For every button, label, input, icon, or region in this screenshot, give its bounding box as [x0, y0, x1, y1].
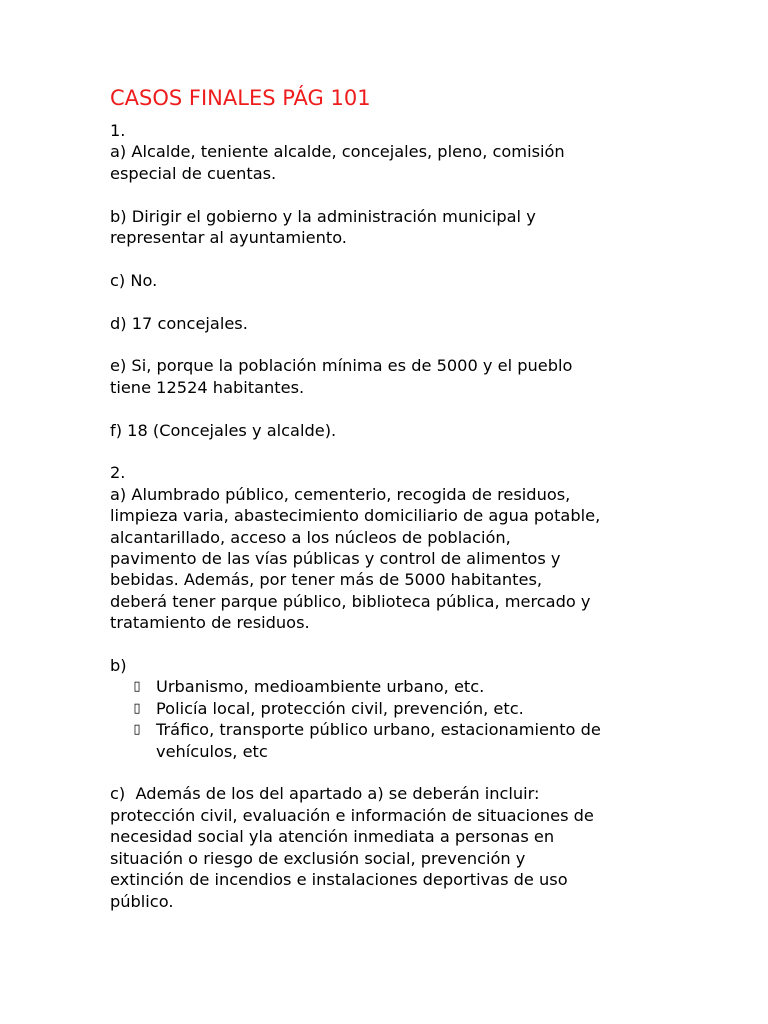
spacer	[110, 762, 670, 783]
answer-line: bebidas. Además, por tener más de 5000 habitantes,	[110, 570, 543, 590]
answer-1d: d) 17 concejales.	[110, 313, 248, 333]
answer-line: b) Dirigir el gobierno y la administración municipal y	[110, 206, 536, 226]
answer-line: deberá tener parque público, biblioteca pública, mercado y	[110, 591, 591, 611]
bullet-box-icon: ▯	[133, 700, 141, 716]
answer-line: especial de cuentas.	[110, 163, 277, 183]
answer-line: público.	[110, 891, 174, 911]
answer-1a	[110, 141, 670, 184]
answer-2c	[110, 783, 670, 911]
list-item	[110, 698, 670, 719]
spacer	[110, 398, 670, 419]
answer-line: e) Si, porque la población mínima es de 5000 y el pueblo	[110, 356, 573, 376]
answer-line: situación o riesgo de exclusión social, prevención y	[110, 848, 526, 868]
list-item-text: Urbanismo, medioambiente urbano, etc.	[156, 677, 485, 697]
spacer	[110, 291, 670, 312]
bullet-list	[110, 676, 670, 762]
answer-line: pavimento de las vías públicas y control de alimentos y	[110, 549, 561, 569]
answer-1c: c) No.	[110, 270, 158, 290]
section-1	[110, 120, 670, 462]
answer-line: a) Alcalde, teniente alcalde, concejales, pleno, comisión	[110, 142, 565, 162]
list-item	[110, 676, 670, 697]
answer-line: c) Además de los del apartado a) se deberán incluir:	[110, 784, 540, 804]
answer-line: alcantarillado, acceso a los núcleos de población,	[110, 527, 511, 547]
page-title: CASOS FINALES PÁG 101	[110, 86, 371, 110]
answer-line: necesidad social yla atención inmediata a personas en	[110, 827, 555, 847]
answer-line: tiene 12524 habitantes.	[110, 377, 305, 397]
answer-line: tratamiento de residuos.	[110, 613, 310, 633]
answer-line: a) Alumbrado público, cementerio, recogida de residuos,	[110, 484, 571, 504]
bullet-box-icon: ▯	[133, 679, 141, 695]
spacer	[110, 248, 670, 269]
document-page	[110, 84, 670, 912]
list-item	[110, 719, 670, 762]
spacer	[110, 184, 670, 205]
answer-2a	[110, 484, 670, 634]
bullet-box-icon: ▯	[133, 722, 141, 738]
section-1-number: 1.	[110, 121, 126, 140]
list-item-text: vehículos, etc	[156, 741, 268, 761]
spacer	[110, 634, 670, 655]
list-item-text: Policía local, protección civil, prevención, etc.	[156, 698, 524, 718]
answer-1e	[110, 355, 670, 398]
answer-line: limpieza varia, abastecimiento domiciliario de agua potable,	[110, 506, 601, 526]
section-2-number: 2.	[110, 463, 126, 483]
answer-line: representar al ayuntamiento.	[110, 228, 347, 248]
answer-1f: f) 18 (Concejales y alcalde).	[110, 420, 337, 440]
spacer	[110, 334, 670, 355]
answer-line: extinción de incendios e instalaciones deportivas de uso	[110, 870, 568, 890]
answer-1b	[110, 206, 670, 249]
answer-2b-label: b)	[110, 656, 127, 676]
answer-line: protección civil, evaluación e información de situaciones de	[110, 805, 594, 825]
spacer	[110, 441, 670, 462]
list-item-text: Tráfico, transporte público urbano, estacionamiento de	[156, 720, 601, 740]
section-2	[110, 462, 670, 912]
